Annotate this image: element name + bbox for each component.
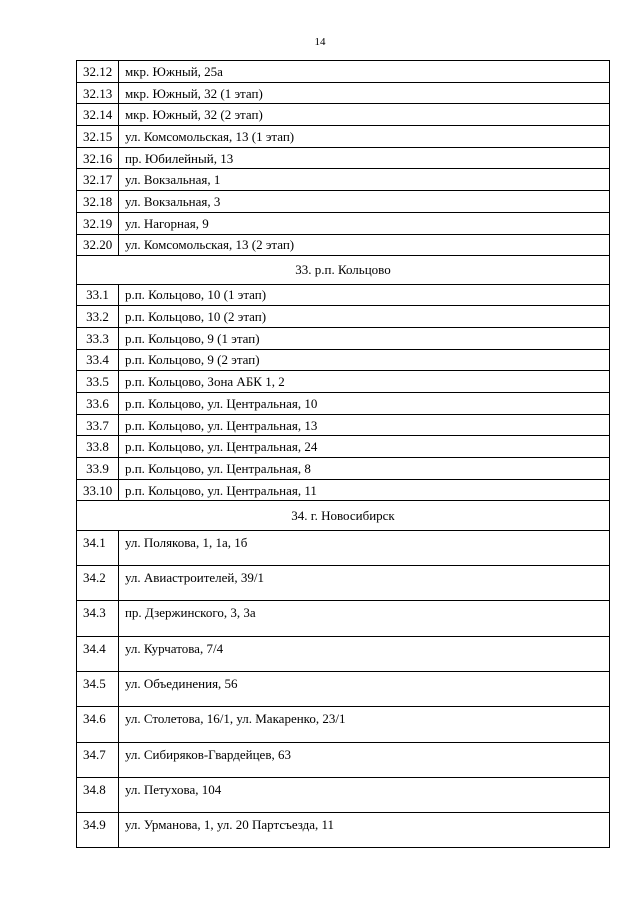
table-row: [77, 458, 610, 480]
row-address: ул. Комсомольская, 13 (1 этап): [118, 126, 609, 148]
table-row: [77, 530, 610, 565]
table-row: [77, 707, 610, 742]
row-number: 33.5: [77, 371, 119, 393]
row-number: 32.15: [77, 126, 119, 148]
row-number: 33.10: [77, 479, 119, 501]
table-row: [77, 479, 610, 501]
row-address: ул. Полякова, 1, 1а, 1б: [118, 530, 609, 565]
section-header-34: [77, 501, 610, 530]
row-number: 32.12: [77, 61, 119, 83]
row-number: 34.7: [77, 742, 119, 777]
table-row: [77, 813, 610, 848]
row-address: р.п. Кольцово, 9 (1 этап): [118, 327, 609, 349]
row-address: р.п. Кольцово, 9 (2 этап): [118, 349, 609, 371]
table-row: [77, 566, 610, 601]
row-number: 33.3: [77, 327, 119, 349]
row-address: ул. Урманова, 1, ул. 20 Партсъезда, 11: [118, 813, 609, 848]
address-table: [76, 60, 610, 848]
table-row: [77, 436, 610, 458]
row-address: р.п. Кольцово, 10 (1 этап): [118, 284, 609, 306]
row-number: 32.14: [77, 104, 119, 126]
table-row: [77, 636, 610, 671]
row-number: 33.9: [77, 458, 119, 480]
row-address: мкр. Южный, 25а: [118, 61, 609, 83]
row-number: 33.8: [77, 436, 119, 458]
row-address: ул. Объединения, 56: [118, 671, 609, 706]
row-number: 33.4: [77, 349, 119, 371]
table-row: [77, 234, 610, 256]
table-row: [77, 212, 610, 234]
row-address: ул. Курчатова, 7/4: [118, 636, 609, 671]
row-address: ул. Вокзальная, 1: [118, 169, 609, 191]
row-address: ул. Авиастроителей, 39/1: [118, 566, 609, 601]
table-row: [77, 82, 610, 104]
row-number: 34.4: [77, 636, 119, 671]
row-number: 34.3: [77, 601, 119, 636]
row-number: 32.17: [77, 169, 119, 191]
section-title: 34. г. Новосибирск: [77, 501, 610, 530]
row-address: р.п. Кольцово, Зона АБК 1, 2: [118, 371, 609, 393]
address-table-body: [77, 61, 610, 848]
table-row: [77, 61, 610, 83]
table-row: [77, 671, 610, 706]
row-number: 33.2: [77, 306, 119, 328]
row-number: 32.20: [77, 234, 119, 256]
section-header-33: [77, 256, 610, 284]
row-number: 33.7: [77, 414, 119, 436]
row-address: ул. Вокзальная, 3: [118, 191, 609, 213]
table-row: [77, 284, 610, 306]
table-row: [77, 393, 610, 415]
row-number: 34.6: [77, 707, 119, 742]
table-row: [77, 414, 610, 436]
table-row: [77, 371, 610, 393]
section-title: 33. р.п. Кольцово: [77, 256, 610, 284]
table-row: [77, 147, 610, 169]
row-address: р.п. Кольцово, ул. Центральная, 10: [118, 393, 609, 415]
page-number: 14: [314, 36, 326, 48]
row-number: 32.13: [77, 82, 119, 104]
row-address: ул. Столетова, 16/1, ул. Макаренко, 23/1: [118, 707, 609, 742]
table-row: [77, 191, 610, 213]
table-row: [77, 306, 610, 328]
table-row: [77, 777, 610, 812]
row-number: 32.19: [77, 212, 119, 234]
row-number: 32.16: [77, 147, 119, 169]
row-address: ул. Петухова, 104: [118, 777, 609, 812]
table-row: [77, 327, 610, 349]
row-address: мкр. Южный, 32 (1 этап): [118, 82, 609, 104]
row-address: ул. Нагорная, 9: [118, 212, 609, 234]
row-number: 34.9: [77, 813, 119, 848]
row-address: р.п. Кольцово, ул. Центральная, 13: [118, 414, 609, 436]
row-number: 33.1: [77, 284, 119, 306]
table-row: [77, 601, 610, 636]
row-address: мкр. Южный, 32 (2 этап): [118, 104, 609, 126]
row-address: р.п. Кольцово, 10 (2 этап): [118, 306, 609, 328]
row-address: ул. Комсомольская, 13 (2 этап): [118, 234, 609, 256]
row-address: р.п. Кольцово, ул. Центральная, 11: [118, 479, 609, 501]
row-number: 34.5: [77, 671, 119, 706]
row-address: р.п. Кольцово, ул. Центральная, 8: [118, 458, 609, 480]
row-number: 34.1: [77, 530, 119, 565]
row-number: 32.18: [77, 191, 119, 213]
row-number: 34.8: [77, 777, 119, 812]
row-number: 33.6: [77, 393, 119, 415]
table-row: [77, 104, 610, 126]
row-address: ул. Сибиряков-Гвардейцев, 63: [118, 742, 609, 777]
row-address: пр. Дзержинского, 3, 3а: [118, 601, 609, 636]
table-row: [77, 742, 610, 777]
table-row: [77, 349, 610, 371]
table-row: [77, 169, 610, 191]
row-address: р.п. Кольцово, ул. Центральная, 24: [118, 436, 609, 458]
row-number: 34.2: [77, 566, 119, 601]
row-address: пр. Юбилейный, 13: [118, 147, 609, 169]
table-row: [77, 126, 610, 148]
